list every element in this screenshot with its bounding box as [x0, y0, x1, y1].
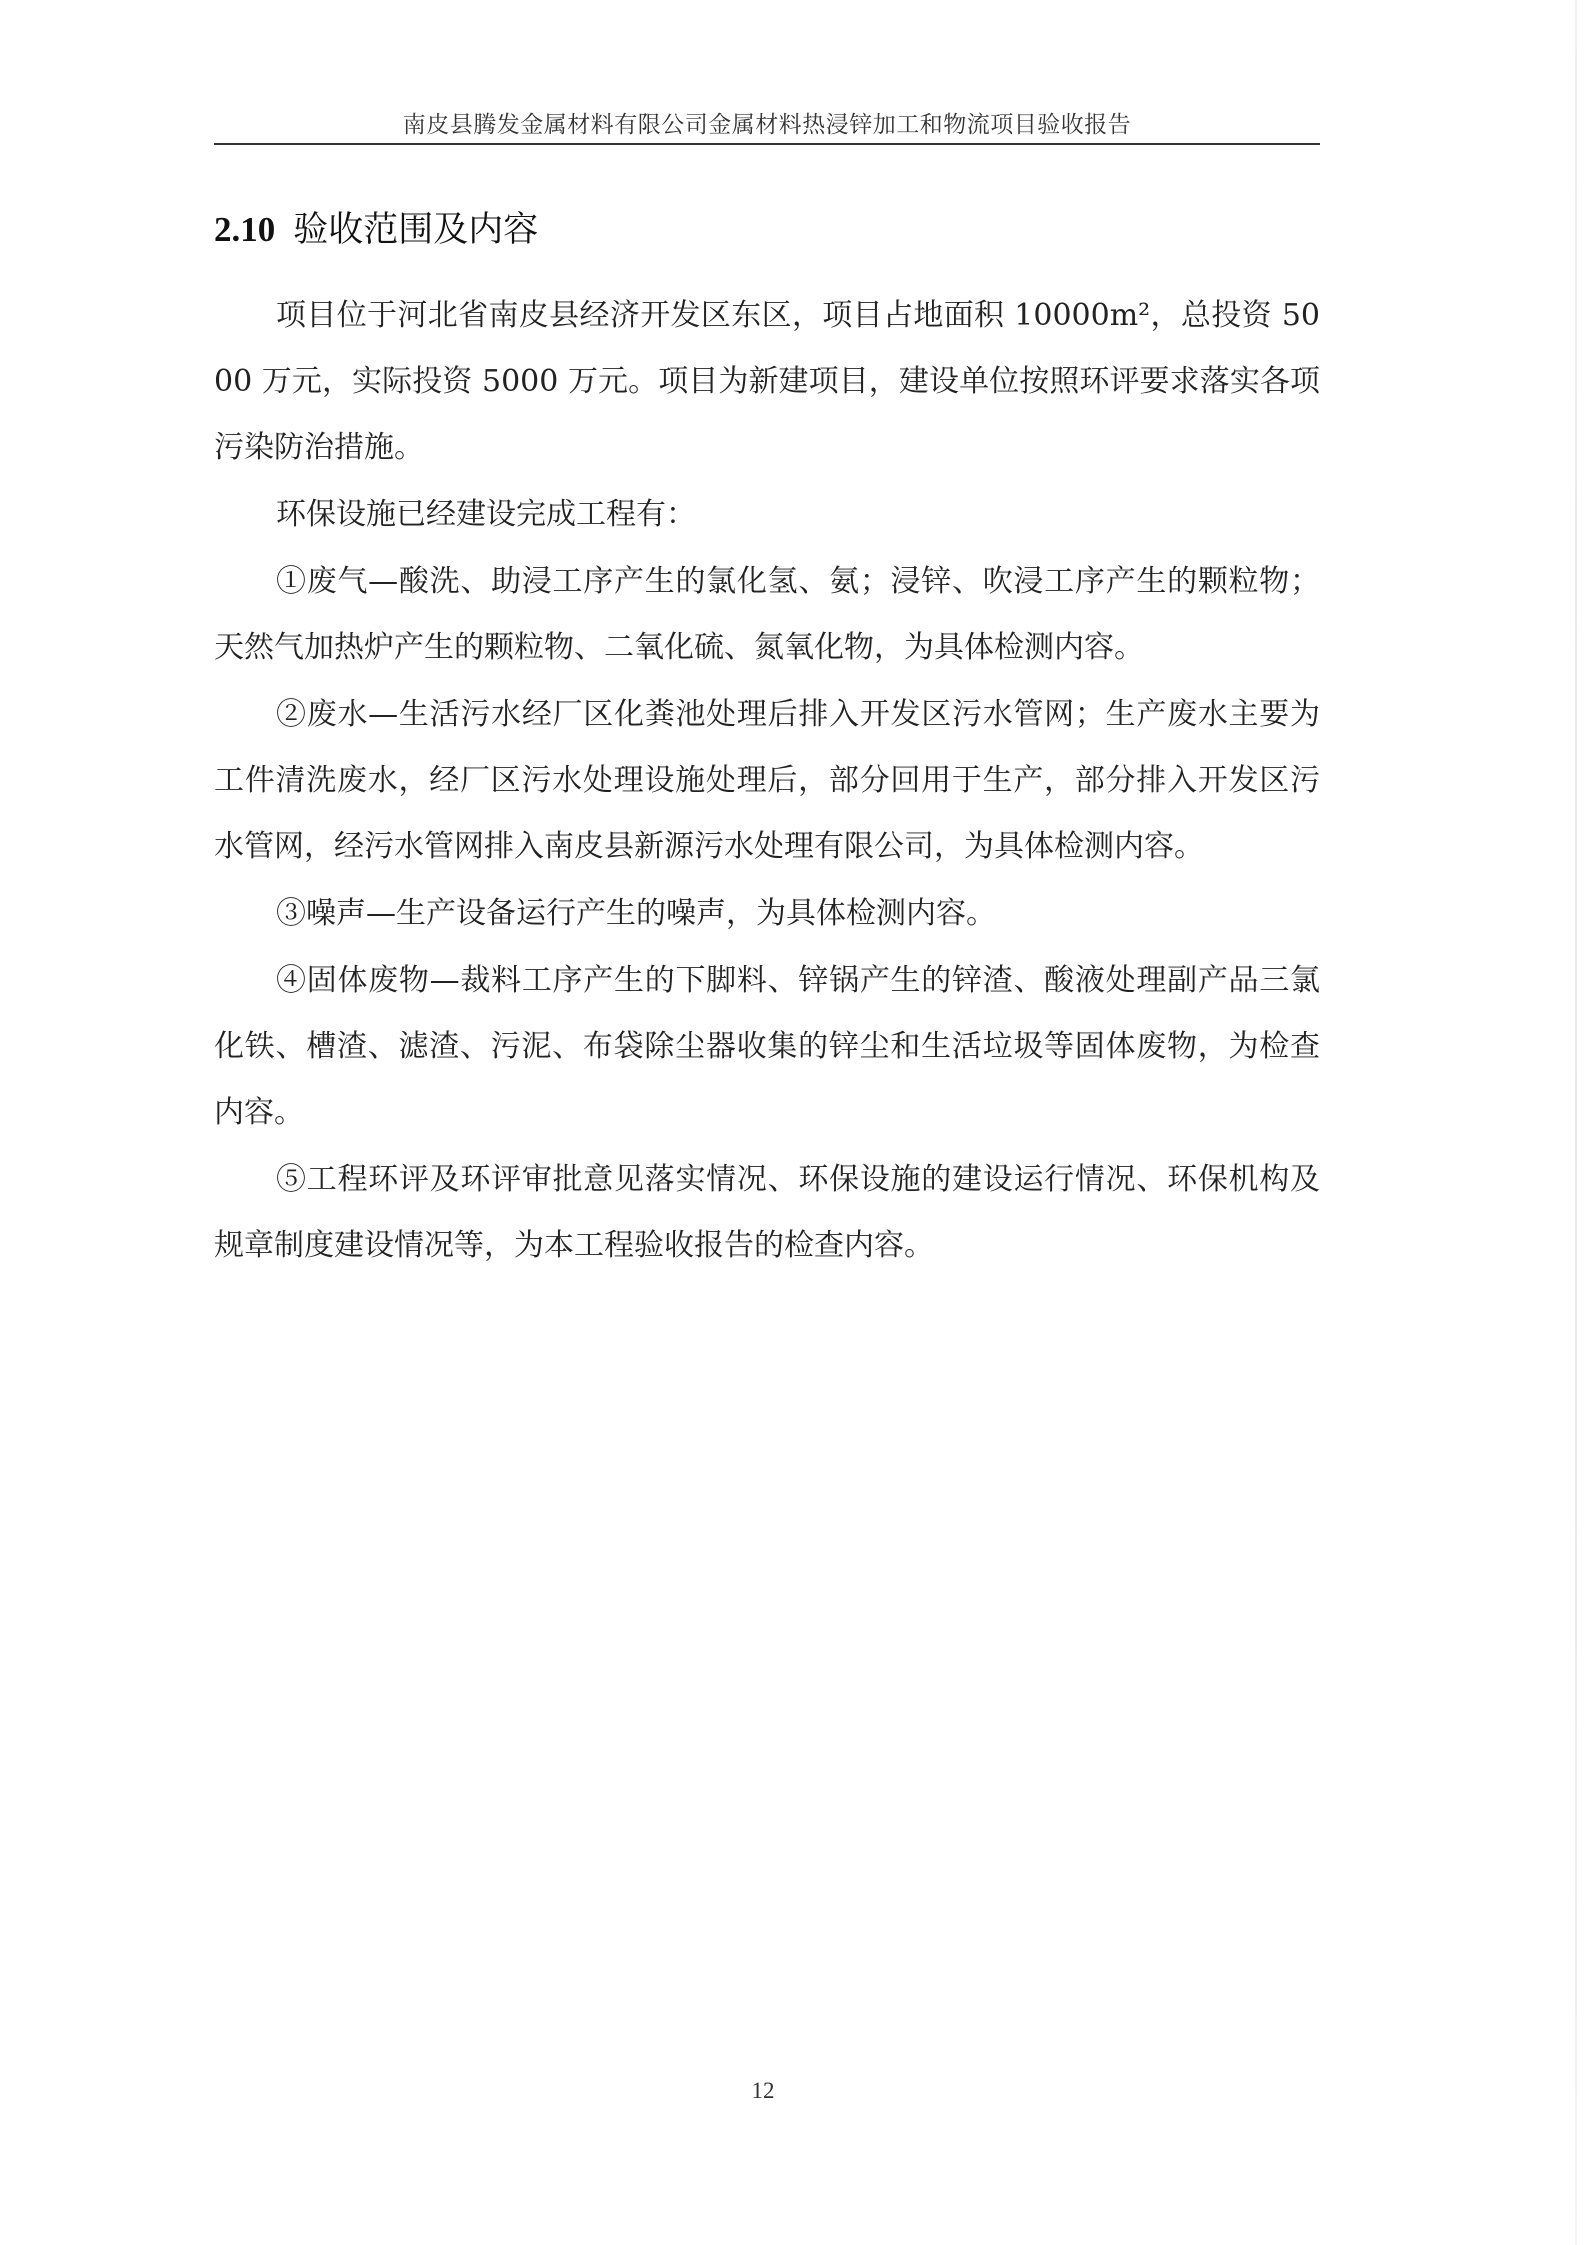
page-number: 12 [751, 2078, 775, 2103]
section-number: 2.10 [214, 210, 276, 249]
section-body [214, 283, 1320, 1280]
paragraph-noise: ③噪声—生产设备运行产生的噪声，为具体检测内容。 [276, 896, 996, 931]
paragraph-project-overview: 项目位于河北省南皮县经济开发区东区，项目占地面积 10000m²，总投资 5000 万元，实际投资 5000 万元。项目为新建项目，建设单位按照环评要求落实各项污染防治措施。 [214, 298, 1320, 465]
running-header: 南皮县腾发金属材料有限公司金属材料热浸锌加工和物流项目验收报告 [402, 112, 1132, 138]
paragraph-waste-gas: ①废气—酸洗、助浸工序产生的氯化氢、氨；浸锌、吹浸工序产生的颗粒物；天然气加热炉产生的颗粒物、二氧化硫、氮氧化物，为具体检测内容。 [214, 564, 1320, 665]
paragraph-waste-water: ②废水—生活污水经厂区化粪池处理后排入开发区污水管网；生产废水主要为工件清洗废水，经厂区污水处理设施处理后，部分回用于生产，部分排入开发区污水管网，经污水管网排入南皮县新源污水处理有限公司，为具体检测内容。 [214, 697, 1320, 864]
page-edge-shadow [1575, 0, 1577, 2245]
section-title: 验收范围及内容 [293, 210, 539, 250]
paragraph-solid-waste: ④固体废物—裁料工序产生的下脚料、锌锅产生的锌渣、酸液处理副产品三氯化铁、槽渣、滤渣、污泥、布袋除尘器收集的锌尘和生活垃圾等固体废物，为检查内容。 [214, 963, 1320, 1130]
header-divider [214, 143, 1320, 145]
paragraph-facilities-intro: 环保设施已经建设完成工程有： [276, 497, 696, 532]
section-heading [214, 202, 538, 252]
paragraph-inspection-scope: ⑤工程环评及环评审批意见落实情况、环保设施的建设运行情况、环保机构及规章制度建设情况等，为本工程验收报告的检查内容。 [214, 1162, 1320, 1263]
